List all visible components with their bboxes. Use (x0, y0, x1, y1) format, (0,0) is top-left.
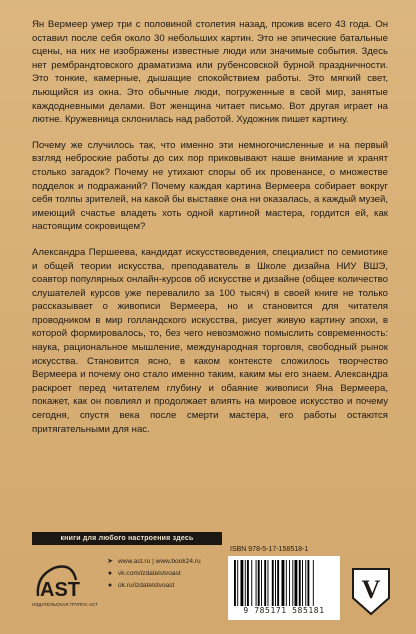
contact-ok[interactable]: ● ok.ru/izdatelstvoast (107, 582, 175, 589)
barcode-number: 9 785171 585181 (243, 606, 325, 615)
paragraph-1: Ян Вермеер умер три с половиной столетия назад, прожив всего 43 года. Он оставил после себя около 30 небольших картин. Это не эпические батальные сцены, на них не изображены известные люди или значимые события. Здесь нет рембрандтовского драматизма или рубенсовской бурной праздничности. Это тонкие, камерные, дышащие спокойствием работы. Это мягкий свет, льющийся из окна. Это обычные люди, погруженные в свой мир, занятые каждодневными делами. Вот женщина читает письмо. Вот другая играет на лютне. Кружевница склонилась над работой. Художник пишет картину. (32, 19, 388, 126)
imprint-shield-icon (350, 566, 392, 616)
ast-logo-icon (32, 556, 82, 622)
barcode (228, 556, 340, 620)
contact-vk[interactable]: ● vk.com/izdatelstvoast (107, 570, 181, 577)
cursor-icon: ➤ (107, 558, 113, 565)
ok-icon: ● (107, 582, 113, 589)
paragraph-2: Почему же случилось так, что именно эти немногочисленные и на первый взгляд неброские работы до сих пор приковывают наше внимание и хранят столько загадок? Почему не утихают споры об их провенансе, о множестве подделок и подражаний? Почему каждая картина Вермеера собирает вокруг себя толпы зрителей, на какой бы выставке она ни оказалась, а каждый музей, имеющий счастье владеть хоть одной картиной мастера, гордится ей, как настоящим сокровищем? (32, 139, 388, 233)
annotation-text (32, 18, 388, 448)
isbn: ISBN 978-5-17-158518-1 (230, 546, 309, 553)
logo-text: AST (40, 579, 80, 601)
tagline-strip (32, 532, 222, 545)
publisher-group: ИЗДАТЕЛЬСКАЯ ГРУППА АСТ (32, 602, 98, 607)
imprint-mark: V (361, 575, 381, 604)
paragraph-3: Александра Першеева, кандидат искусствоведения, специалист по семиотике и общей теории искусства, преподаватель в Школе дизайна НИУ ВШЭ, соавтор популярных онлайн-курсов об искусстве и дизайне (общее количество слушателей курсов уже перевалило за 100 тысяч) в своей книге не только рассказывает о живописи Вермеера, но и становится для читателя проводником в мир голландского искусства, рисует живую картину эпохи, в которой формировалось, то, без чего невозможно помыслить современность: наука, рациональное мышление, международная торговля, свободный рынок искусства. Становится ясно, в каком контексте сложилось творчество Вермеера и почему оно стало именно таким, каким мы его знаем. Александра раскроет перед читателем глубину и обаяние живописи Яна Вермеера, покажет, как он повлиял и продолжает влиять на мировое искусство и почему сегодня, спустя века после смерти мастера, его работы остаются притягательными для нас. (32, 246, 388, 435)
tagline-text: книги для любого настроения здесь (60, 535, 194, 542)
barcode-bars-icon (234, 560, 334, 606)
vk-icon: ● (107, 570, 113, 577)
contact-websites[interactable]: ➤ www.ast.ru | www.book24.ru (107, 558, 201, 565)
